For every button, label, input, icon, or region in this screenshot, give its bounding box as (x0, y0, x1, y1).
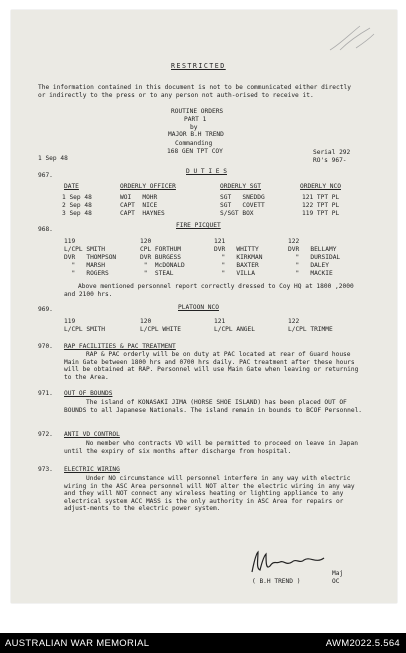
duty-officer: WOI MOHR (120, 194, 158, 201)
picquet-col-122-pl: 122 (288, 238, 300, 245)
duty-nco: 119 TPT PL (302, 210, 340, 217)
picquet-col-120-name: " McDONALD (140, 262, 185, 269)
picquet-col-120-name: DVR BURGESS (140, 254, 181, 261)
duty-sgt: SGT COVETT (220, 202, 265, 209)
section-title: ELECTRIC WIRING (64, 466, 120, 473)
duty-nco: 121 TPT PL (302, 194, 340, 201)
platoon-pl: 122 (288, 318, 300, 325)
signatory-name: ( B.H TREND ) (252, 578, 301, 585)
picquet-col-121-name: " BAXTER (214, 262, 259, 269)
confidentiality-notice: The information contained in this document is not to be communicated either directly or indirectly to the press or to any person not auth-orised to receive it. (38, 84, 351, 99)
platoon-name: L/CPL ANGEL (214, 326, 255, 333)
platoon-pl: 120 (140, 318, 152, 325)
picquet-col-121-name: DVR WHITTY (214, 246, 259, 253)
section-title: FIRE PICQUET (176, 222, 221, 229)
pencil-mark-stamp (326, 20, 378, 56)
oob-text: The island of KONASAKI JIMA (HORSE SHOE ISLAND) has been placed OUT OF BOUNDS to all Japanese Nationals. The island remain in bounds to BCOF Personnel. (64, 399, 363, 414)
vd-text: No member who contracts VD will be permitted to proceed on leave in Japan until the expiry of six months after discharge from hospital. (64, 440, 358, 455)
platoon-pl: 121 (214, 318, 226, 325)
order-date: 1 Sep 48 (38, 155, 68, 162)
part-label: PART 1 (184, 116, 207, 123)
institution-name: AUSTRALIAN WAR MEMORIAL (5, 638, 150, 649)
para-number: 971. (38, 390, 53, 397)
section-title: ANTI VD CONTROL (64, 431, 120, 438)
signatory-rank: Maj (332, 570, 344, 577)
picquet-col-119-name: " ROGERS (64, 270, 109, 277)
picquet-col-122-name: " DALEY (288, 262, 329, 269)
picquet-col-120-pl: 120 (140, 238, 152, 245)
picquet-col-119-name: " MARSH (64, 262, 105, 269)
section-title: PLATOON NCO (178, 304, 219, 311)
duty-sgt: S/SGT BOX (220, 210, 254, 217)
wiring-text: Under NO circumstance will personnel interfere in any way with electric wiring in the ASC Area personnel will NOT alter the electric wiring in any way and they will NOT connect any wireless heating or lighting appliance to any electrical system ACC MASS is the only authority in ASC Area for repairs or adjust-ments to the electric power system. (64, 475, 355, 513)
para-number: 970. (38, 343, 53, 350)
duty-nco: 122 TPT PL (302, 202, 340, 209)
platoon-pl: 119 (64, 318, 76, 325)
major-name: MAJOR B.H TREND (168, 131, 224, 138)
unit-name: 168 GEN TPT COY (167, 148, 223, 155)
picquet-col-120-name: " STEAL (140, 270, 174, 277)
picquet-col-120-name: CPL FORTHUM (140, 246, 181, 253)
routine-orders-title: ROUTINE ORDERS (171, 108, 224, 115)
classification-heading: RESTRICTED (171, 62, 226, 70)
para-number: 969. (38, 306, 53, 313)
section-title: D U T I E S (186, 168, 227, 175)
column-header-date: DATE (64, 183, 79, 190)
handwritten-signature (246, 548, 336, 578)
picquet-col-121-name: " VILLA (214, 270, 255, 277)
picquet-col-121-pl: 121 (214, 238, 226, 245)
rap-text: RAP & PAC orderly will be on duty at PAC located at rear of Guard house Main Gate between 1800 hrs and 0700 hrs daily. PAC treatment after these hours will be obtained at RAP. Personnel will use Main Gate when leaving or returning to the Area. (64, 351, 359, 381)
duty-sgt: SGT SNEDDG (220, 194, 265, 201)
para-number: 967. (38, 172, 53, 179)
column-header-nco: ORDERLY NCO (300, 183, 341, 190)
accession-number: AWM2022.5.564 (325, 638, 400, 649)
section-title: RAP FACILITIES & PAC TREATMENT (64, 343, 176, 350)
section-title: OUT OF BOUNDS (64, 390, 113, 397)
para-number: 972. (38, 431, 53, 438)
para-number: 968. (38, 226, 53, 233)
para-number: 973. (38, 466, 53, 473)
picquet-col-122-name: " DURSIDAL (288, 254, 341, 261)
by-label: by (190, 124, 198, 131)
picquet-col-119-name: L/CPL SMITH (64, 246, 105, 253)
picquet-col-122-name: " MACKIE (288, 270, 333, 277)
picquet-col-122-name: DVR BELLAMY (288, 246, 337, 253)
platoon-name: L/CPL WHITE (140, 326, 181, 333)
column-header-officer: ORDERLY OFFICER (120, 183, 176, 190)
column-header-sgt: ORDERLY SGT (220, 183, 261, 190)
picquet-note: Above mentioned personnel report correctly dressed to Coy HQ at 1800 ,2000 and 2100 hrs. (64, 283, 354, 298)
platoon-name: L/CPL SMITH (64, 326, 105, 333)
duty-date: 3 Sep 48 (62, 210, 92, 217)
archive-footer (0, 633, 406, 653)
picquet-col-119-name: DVR THOMPSON (64, 254, 117, 261)
commanding-label: Commanding (175, 140, 213, 147)
platoon-name: L/CPL TRIMME (288, 326, 333, 333)
duty-officer: CAPT HAYNES (120, 210, 165, 217)
serial-number: Serial 292 (313, 149, 351, 156)
duty-date: 2 Sep 48 (62, 202, 92, 209)
duty-date: 1 Sep 48 (62, 194, 92, 201)
duty-officer: CAPT NICE (120, 202, 158, 209)
picquet-col-119-pl: 119 (64, 238, 76, 245)
signatory-post: OC (332, 578, 340, 585)
ros-range: RO's 967- (313, 157, 347, 164)
picquet-col-121-name: " KIRKMAN (214, 254, 263, 261)
